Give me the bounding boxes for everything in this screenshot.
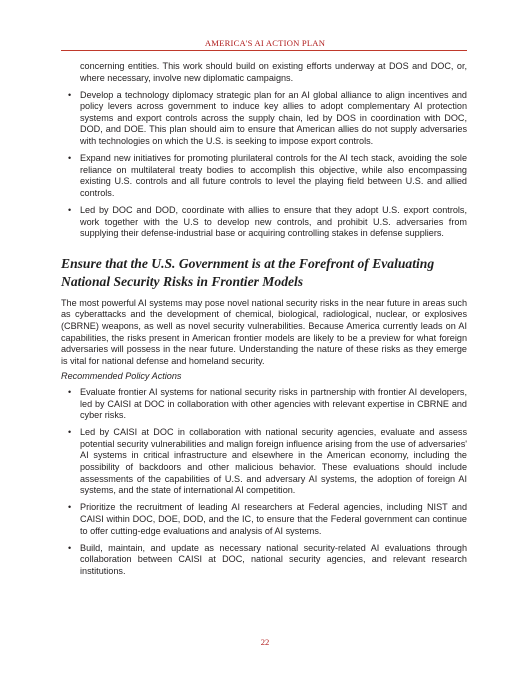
list-item: • Expand new initiatives for promoting plurilateral controls for the AI tech stack, avoiding the sole reliance on multilateral treaty bodies to accomplish this objective, while also encompassing existing U.S. controls and all future controls to level the playing field between U.S. and allied controls.	[61, 153, 467, 199]
policy-actions-list	[61, 387, 467, 577]
list-item: • Led by DOC and DOD, coordinate with allies to ensure that they adopt U.S. export controls, work together with the U.S to develop new controls, and prohibit U.S. adversaries from supplying their defense-industrial base or acquiring controlling stakes in defense suppliers.	[61, 205, 467, 240]
header-rule	[61, 50, 467, 51]
list-item: • Prioritize the recruitment of leading AI researchers at Federal agencies, including NIST and CAISI within DOC, DOE, DOD, and the IC, to ensure that the Federal government can continue to offer cutting-edge evaluations and analysis of AI systems.	[61, 502, 467, 537]
continuation-paragraph: concerning entities. This work should build on existing efforts underway at DOS and DOC, or, where necessary, involve new diplomatic campaigns.	[80, 61, 467, 83]
section-intro-paragraph: The most powerful AI systems may pose novel national security risks in the near future in areas such as cyberattacks and the development of chemical, biological, radiological, nuclear, or explosives (CBRNE) weapons, as well as novel security vulnerabilities. Because America currently leads on AI capabilities, the risks present in American frontier models are likely to be a preview for what foreign adversaries will possess in the near future. Understanding the nature of these risks as they emerge is vital for national defense and homeland security.	[61, 297, 467, 366]
list-item: • Led by CAISI at DOC in collaboration with national security agencies, evaluate and assess potential security vulnerabilities and malign foreign influence arising from the use of adversaries' AI systems in critical infrastructure and elsewhere in the American economy, including the possibility of backdoors and other malicious behavior. These evaluations should include assessments of the capabilities of U.S. and adversary AI systems, the adoption of foreign AI systems, and the state of international AI competition.	[61, 427, 467, 497]
running-header: AMERICA'S AI ACTION PLAN	[204, 38, 326, 48]
page-number: 22	[260, 637, 270, 647]
list-item: • Evaluate frontier AI systems for national security risks in partnership with frontier AI developers, led by CAISI at DOC in collaboration with other agencies with relevant expertise in CBRNE and cyber risks.	[61, 387, 467, 422]
page-body	[61, 61, 467, 577]
top-bullet-list	[61, 90, 467, 240]
section-heading: Ensure that the U.S. Government is at the Forefront of Evaluating National Security Risks in Frontier Models	[61, 255, 435, 289]
list-item: • Develop a technology diplomacy strategic plan for an AI global alliance to align incentives and policy levers across government to induce key allies to adopt complementary AI protection systems and export controls across the supply chain, led by DOS in coordination with DOC, DOD, and DOE. This plan should aim to ensure that American allies do not supply adversaries with technologies on which the U.S. is seeking to impose export controls.	[61, 90, 467, 148]
recommended-actions-subheading: Recommended Policy Actions	[61, 371, 182, 382]
list-item: • Build, maintain, and update as necessary national security-related AI evaluations through collaboration between CAISI at DOC, national security agencies, and relevant research institutions.	[61, 543, 467, 578]
